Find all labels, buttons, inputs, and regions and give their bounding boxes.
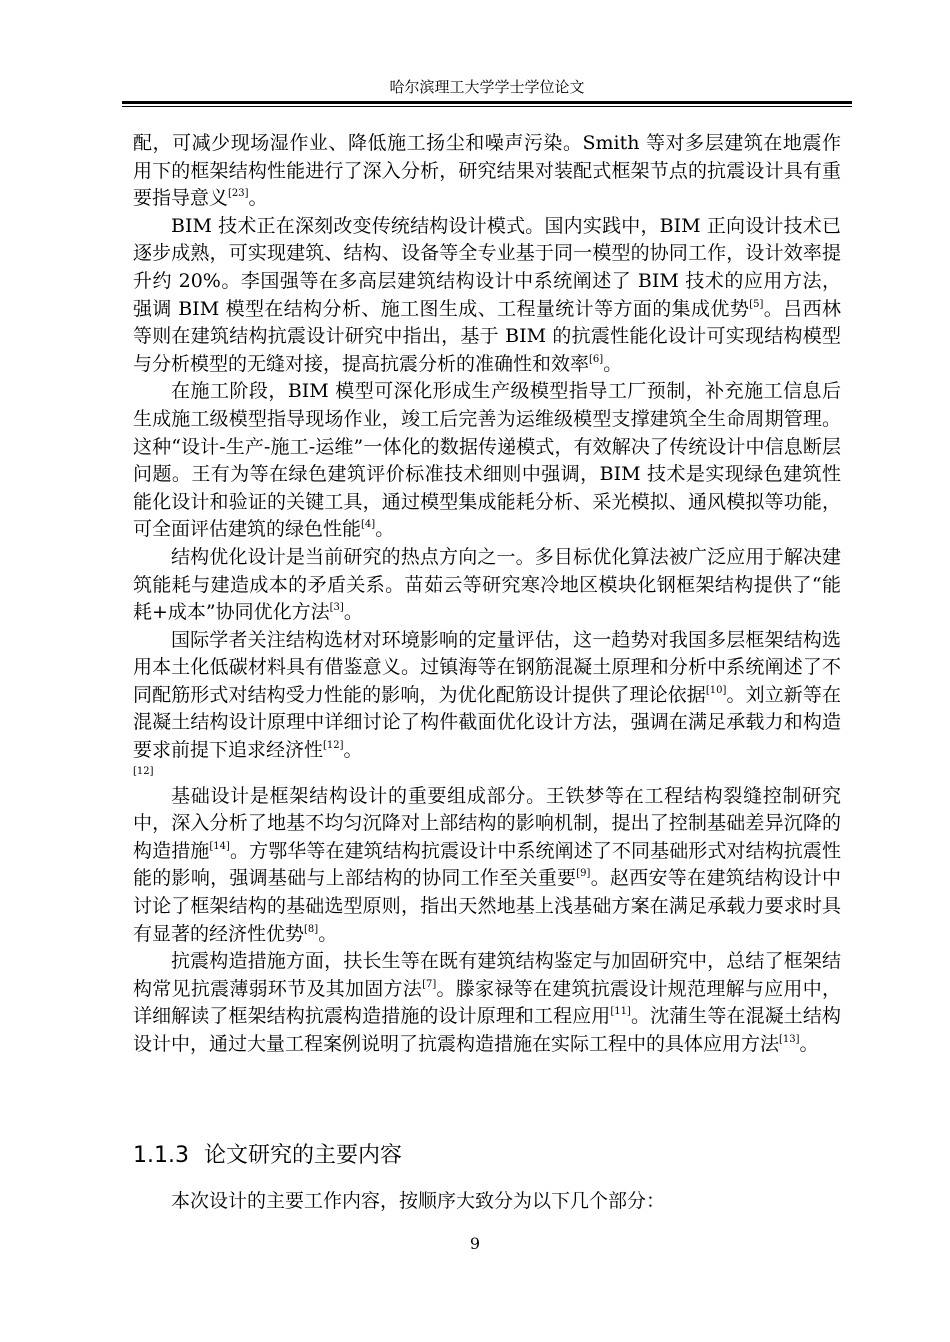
paragraph — [133, 130, 841, 213]
page-number: 9 — [469, 1234, 481, 1253]
paragraph — [133, 783, 841, 949]
paragraph — [133, 213, 841, 379]
text-run: 基础设计是框架结构设计的重要组成部分。王铁梦等在工程结构裂缝控制研究中，深入分析了地基不均匀沉降对上部结构的影响机制，提出了控制基础差异沉降的构造措施 — [133, 784, 841, 862]
paragraph — [133, 378, 841, 544]
citation-superscript: [11] — [610, 1006, 631, 1018]
text-run: 抗震构造措施方面，扶长生等在既有建筑结构鉴定与加固研究中，总结了框架结构常见抗震薄弱环节及其加固方法 — [133, 950, 841, 1000]
running-header: 哈尔滨理工大学学士学位论文 — [389, 78, 585, 96]
text-run: 在施工阶段，BIM 模型可深化形成生产级模型指导工厂预制，补充施工信息后生成施工级模型指导现场作业，竣工后完善为运维级模型支撑建筑全生命周期管理。这种“设计-生产-施工-运维”一体化的数据传递模式，有效解决了传统设计中信息断层问题。王有为等在绿色建筑评价标准技术细则中强调，BIM 技术是实现绿色建筑性能化设计和验证的关键工具，通过模型集成能耗分析、采光模拟、通风模拟等功能，可全面评估建筑的绿色性能 — [133, 380, 841, 541]
header-rule-thin — [122, 106, 852, 107]
text-run: 。 — [375, 518, 395, 541]
paragraph-group-1 — [133, 130, 841, 765]
citation-superscript: [7] — [422, 978, 437, 990]
text-run: 配，可减少现场湿作业、降低施工扬尘和噪声污染。Smith 等对多层建筑在地震作用下的框架结构性能进行了深入分析，研究结果对装配式框架节点的抗震设计具有重要指导意义 — [133, 132, 841, 210]
citation-superscript: [23] — [228, 188, 249, 200]
citation-superscript: [13] — [779, 1034, 800, 1045]
text-run: 。刘立新等在混凝土结构设计原理中详细讨论了构件截面优化设计方法，强调在满足承载力和构造要求前提下追求经济性 — [133, 683, 841, 762]
text-run: 。吕西林等则在建筑结构抗震设计研究中指出，基于 BIM 的抗震性能化设计可实现结构模型与分析模型的无缝对接，提高抗震分析的准确性和效率 — [133, 297, 841, 375]
paragraph — [133, 948, 841, 1058]
text-run: BIM 技术正在深刻改变传统结构设计模式。国内实践中，BIM 正向设计技术已逐步成熟，可实现建筑、结构、设备等全专业基于同一模型的协同工作，设计效率提升约 20%。李国强等在多高层建筑结构设计中系统阐述了 BIM 技术的应用方法，强调 BIM 模型在结构分析、施工图生成、工程量统计等方面的集成优势 — [133, 214, 841, 320]
section-number: 1.1.3 — [133, 1143, 189, 1168]
section-heading — [133, 1138, 402, 1169]
text-run: 国际学者关注结构选材对环境影响的定量评估，这一趋势对我国多层框架结构选用本土化低碳材料具有借鉴意义。过镇海等在钢筋混凝土原理和分析中系统阐述了不同配筋形式对结构受力性能的影响，为优化配筋设计提供了理论依据 — [133, 628, 841, 706]
paragraph-group-2 — [133, 783, 841, 1059]
closing-line: 本次设计的主要工作内容，按顺序大致分为以下几个部分： — [171, 1190, 666, 1212]
text-run: 。 — [343, 739, 363, 762]
section-title: 论文研究的主要内容 — [203, 1143, 402, 1168]
citation-superscript: [5] — [749, 298, 764, 310]
text-run: 。沈蒲生等在混凝土结构设计中，通过大量工程案例说明了抗震构造措施在实际工程中的具体应用方法 — [133, 1005, 841, 1055]
text-run: 。方鄂华等在建筑结构抗震设计中系统阐述了不同基础形式对结构抗震性能的影响，强调基础与上部结构的协同工作至关重要 — [133, 839, 841, 890]
header-rule-thick — [122, 101, 852, 104]
citation-superscript: [14] — [209, 840, 230, 852]
citation-superscript: [10] — [705, 684, 727, 696]
citation-superscript: [6] — [589, 353, 604, 365]
text-run: 。滕家禄等在建筑抗震设计规范理解与应用中，详细解读了框架结构抗震构造措施的设计原理和工程应用 — [133, 977, 841, 1028]
text-run: 。 — [603, 352, 623, 375]
paragraph — [133, 544, 841, 627]
text-run: 结构优化设计是当前研究的热点方向之一。多目标优化算法被广泛应用于解决建筑能耗与建造成本的矛盾关系。苗茹云等研究寒冷地区模块化钢框架结构提供了“能耗+成本”协同优化方法 — [133, 545, 841, 624]
citation-superscript: [3] — [329, 602, 344, 614]
text-run: 。 — [343, 601, 363, 624]
text-run: 。 — [799, 1033, 819, 1055]
citation-superscript: [8] — [304, 923, 319, 935]
dangling-reference: [12] — [133, 765, 154, 777]
citation-superscript: [12] — [323, 740, 344, 752]
text-run: 。赵西安等在建筑结构设计中讨论了框架结构的基础选型原则，指出天然地基上浅基础方案在满足承载力要求时具有显著的经济性优势 — [133, 867, 841, 945]
text-run: 。 — [248, 187, 268, 210]
citation-superscript: [4] — [361, 519, 376, 531]
body-text — [133, 130, 841, 1059]
paragraph — [133, 627, 841, 765]
text-run: 。 — [318, 922, 338, 945]
citation-superscript: [9] — [576, 868, 591, 880]
